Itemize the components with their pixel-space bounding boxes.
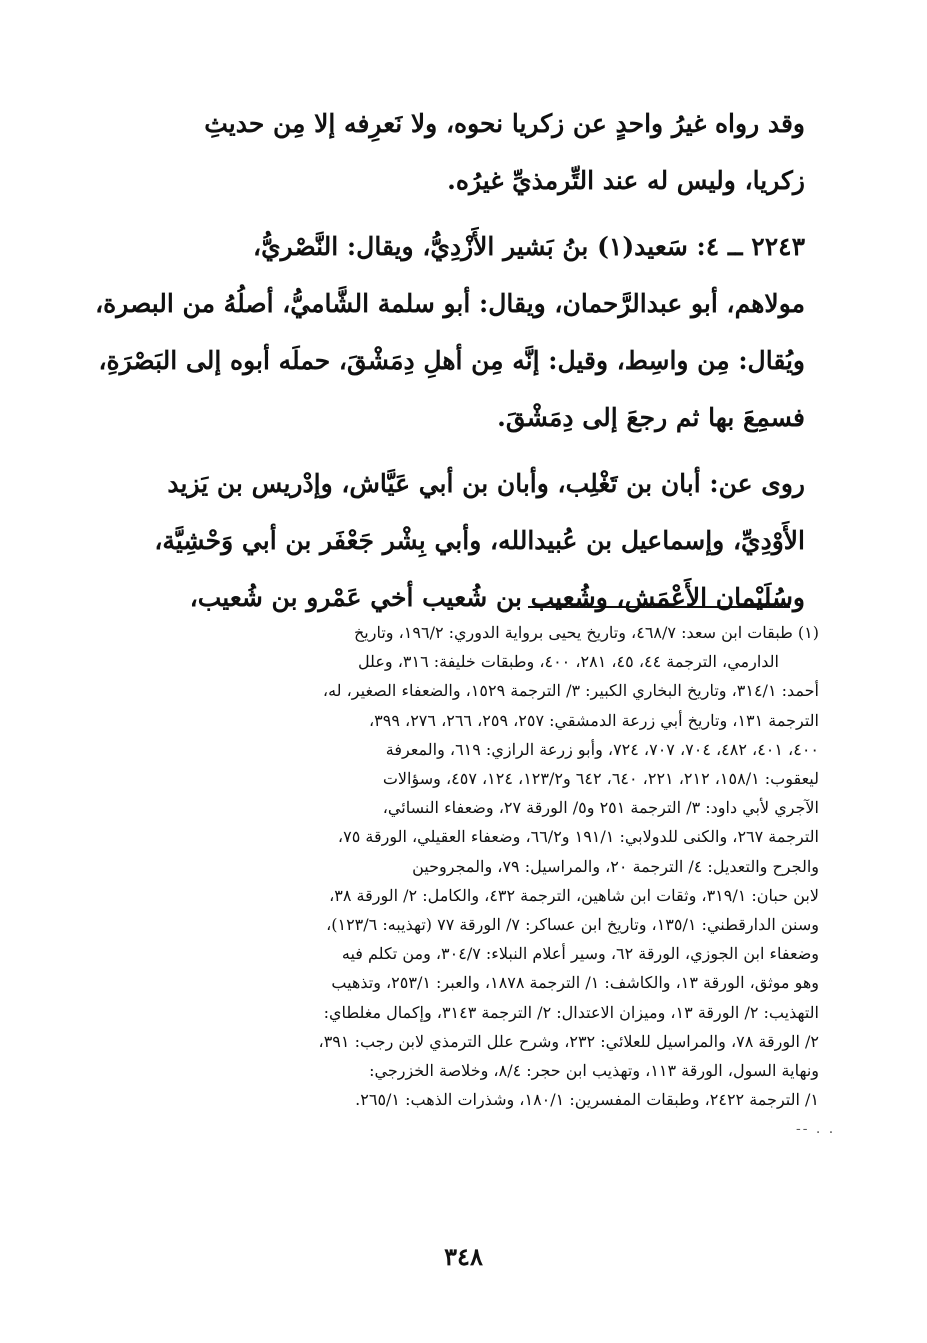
footnote-line-6: ليعقوب: ١٥٨/١، ٢١٢، ٢٢١، ٦٤٠، ٦٤٢ و١٢٣/٢، ١٢٤، ٤٥٧، وسؤالات [382,769,819,789]
footnote-separator [528,606,790,608]
footnote-line-2: الدارمي، الترجمة ٤٤، ٤٥، ٢٨١، ٤٠٠، وطبقات خليفة: ٣١٦، وعلل [357,652,779,672]
footnote-line-16: ونهاية السول، الورقة ١١٣، وتهذيب ابن حجر: ٨/٤، وخلاصة الخزرجي: [369,1061,819,1081]
footnote-line-15: ٢/ الورقة ٧٨، والمراسيل للعلائي: ٢٣٢، وشرح علل الترمذي لابن رجب: ٣٩١، [318,1031,819,1051]
footnote-line-17: ١/ الترجمة ٢٤٢٢، وطبقات المفسرين: ١٨٠/١، وشذرات الذهب: ٢٦٥/١. [355,1090,819,1110]
main-line-4: مولاهم، أبو عبدالرَّحمان، ويقال: أبو سلمة الشَّاميُّ، أصلُهُ من البصرة، [95,289,805,318]
main-line-2: زكريا، وليس له عند التِّرمذيِّ غيرُه. [447,166,805,195]
margin-mark: -- . . [796,1121,836,1137]
page-number: ٣٤٨ [444,1242,483,1271]
footnote-line-12: وضعفاء ابن الجوزي، الورقة ٦٢، وسير أعلام النبلاء: ٣٠٤/٧، ومن تكلم فيه [341,944,819,964]
footnote-line-1: (١) طبقات ابن سعد: ٤٦٨/٧، وتاريخ يحيى برواية الدوري: ١٩٦/٢، وتاريخ [353,623,819,642]
footnote-line-8: الترجمة ٢٦٧، والكنى للدولابي: ١٩١/١ و٦٦/٢، وضعفاء العقيلي، الورقة ٧٥، [337,827,819,847]
narrators-line-3: وسُلَيْمان الأَعْمَش، وشُعيب بن شُعيب أخي عَمْرو بن شُعيب، [189,583,805,612]
footnotes [73,618,819,1114]
narrators-line-2: الأَوْدِيِّ، وإسماعيل بن عُبيدالله، وأبي بِشْر جَعْفَر بن أبي وَحْشِيَّة، [154,526,805,555]
narrators-line-1: روى عن: أبان بن تَغْلِب، وأبان بن أبي عَيَّاش، وإدْريس بن يَزيد [167,469,805,498]
main-line-1: وقد رواه غيرُ واحدٍ عن زكريا نحوه، ولا نَعرِفه إلا مِن حديثِ [204,109,805,138]
footnote-line-11: وسنن الدارقطني: ١٣٥/١، وتاريخ ابن عساكر: ٧/ الورقة ٧٧ (تهذيبه: ١٢٣/٦)، [326,915,819,935]
footnote-line-13: وهو موثق، الورقة ١٣، والكاشف: ١/ الترجمة ١٨٧٨، والعبر: ٢٥٣/١، وتذهيب [331,973,819,993]
footnote-line-4: الترجمة ١٣١، وتاريخ أبي زرعة الدمشقي: ٢٥٧، ٢٥٩، ٢٦٦، ٢٧٦، ٣٩٩، [369,710,819,730]
footnote-line-10: لابن حبان: ٣١٩/١، وثقات ابن شاهين، الترجمة ٤٣٢، والكامل: ٢/ الورقة ٣٨، [329,885,819,905]
footnote-line-3: أحمد: ٣١٤/١، وتاريخ البخاري الكبير: ٣/ الترجمة ١٥٢٩، والضعفاء الصغير، له، [322,681,819,701]
footnote-line-7: الآجري لأبي داود: ٣/ الترجمة ٢٥١ و٥/ الورقة ٢٧، وضعفاء النسائي، [382,798,819,818]
biography-heading-line: ٢٢٤٣ ــ ٤: سَعيد(١) بنُ بَشير الأَزْدِيُّ، ويقال: النَّصْريُّ، [253,232,805,261]
footnote-line-5: ٤٠٠، ٤٠١، ٤٨٢، ٧٠٤، ٧٠٧، ٧٢٤، وأبو زرعة الرازي: ٦١٩، والمعرفة [385,739,819,759]
main-line-6: فسمِعَ بها ثم رجعَ إلى دِمَشْقَ. [497,403,805,432]
main-line-5: ويُقال: مِن واسِط، وقيل: إنَّه مِن أهلِ دِمَشْقَ، حملَه أبوه إلى البَصْرَةِ، [98,346,805,375]
main-text [90,95,805,626]
footnote-line-9: والجرح والتعديل: ٤/ الترجمة ٢٠، والمراسيل: ٧٩، والمجروحين [412,856,819,876]
footnote-line-14: التهذيب: ٢/ الورقة ١٣، وميزان الاعتدال: ٢/ الترجمة ٣١٤٣، وإكمال مغلطاي: [323,1002,819,1022]
